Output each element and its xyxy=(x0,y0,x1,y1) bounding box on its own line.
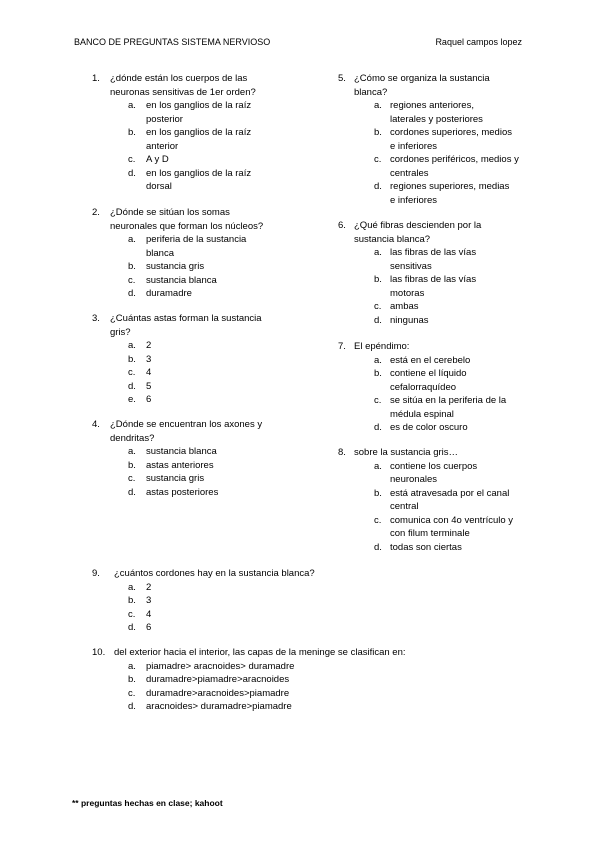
question-number: 10. xyxy=(92,647,106,658)
option-letter: b. xyxy=(128,127,136,138)
option-letter: d. xyxy=(128,486,136,498)
option-text: astas anteriores xyxy=(146,459,214,471)
option-letter: c. xyxy=(128,154,136,165)
option-letter: d. xyxy=(128,167,136,179)
question-number: 9. xyxy=(92,568,100,579)
option-letter: a. xyxy=(128,100,136,111)
option-letter: a. xyxy=(374,100,382,111)
footer-note: ** preguntas hechas en clase; kahoot xyxy=(72,798,223,808)
option-text: periferia de la sustancia blanca xyxy=(146,234,247,259)
option-letter: a. xyxy=(374,460,382,472)
option-text: comunica con 4o ventrículo y con filum terminale xyxy=(390,514,514,539)
option-letter: d. xyxy=(374,422,382,433)
question-number: 8. xyxy=(338,447,346,458)
option-text: 5 xyxy=(146,380,152,392)
option-letter: a. xyxy=(128,660,136,672)
question-text: ¿Dónde se encuentran los axones y dendritas? xyxy=(110,419,263,444)
option-letter: b. xyxy=(128,261,136,272)
option-letter: d. xyxy=(128,288,136,299)
option-letter: a. xyxy=(374,247,382,258)
option-letter: d. xyxy=(374,181,382,192)
option-letter: b. xyxy=(128,595,136,606)
option-text: las fibras de las vías sensitivas xyxy=(390,247,477,272)
option-text: cordones periféricos, medios y centrales xyxy=(390,154,519,179)
option-letter: c. xyxy=(128,608,136,620)
question-text: del exterior hacia el interior, las capas de la meninge se clasifican en: xyxy=(114,647,406,658)
option-text: contiene los cuerpos neuronales xyxy=(390,460,478,485)
option-text: se sitúa en la periferia de la médula espinal xyxy=(390,395,507,420)
option-letter: d. xyxy=(128,701,136,712)
option-letter: b. xyxy=(128,353,136,365)
option-letter: c. xyxy=(374,514,382,526)
option-letter: d. xyxy=(128,622,136,633)
option-text: ambas xyxy=(390,301,419,312)
option-text: en los ganglios de la raíz posterior xyxy=(146,100,252,125)
option-text: cordones superiores, medios e inferiores xyxy=(390,127,512,152)
question-number: 5. xyxy=(338,73,346,84)
option-letter: a. xyxy=(128,581,136,593)
option-text: 3 xyxy=(146,353,152,365)
option-text: astas posteriores xyxy=(146,486,219,498)
option-text: A y D xyxy=(146,154,169,165)
option-letter: d. xyxy=(128,380,136,392)
option-text: sustancia gris xyxy=(146,261,205,272)
option-text: 3 xyxy=(146,595,152,606)
option-letter: c. xyxy=(374,395,382,406)
option-text: aracnoides> duramadre>piamadre xyxy=(146,701,292,712)
option-letter: b. xyxy=(128,459,136,471)
option-text: es de color oscuro xyxy=(390,422,468,433)
question-number: 6. xyxy=(338,220,346,231)
option-letter: d. xyxy=(374,541,382,553)
option-letter: b. xyxy=(374,368,382,379)
option-text: contiene el líquido cefalorraquídeo xyxy=(390,368,467,393)
option-text: 6 xyxy=(146,622,152,633)
question-text: sobre la sustancia gris… xyxy=(354,447,459,458)
option-text: sustancia blanca xyxy=(146,274,217,286)
option-letter: c. xyxy=(374,301,382,312)
question-text: ¿Cómo se organiza la sustancia blanca? xyxy=(354,73,490,98)
option-letter: b. xyxy=(374,127,382,138)
option-letter: b. xyxy=(374,274,382,285)
option-text: 2 xyxy=(146,581,152,593)
question-text: ¿Qué fibras descienden por la sustancia blanca? xyxy=(354,220,482,245)
option-text: regiones anteriores, laterales y posteriores xyxy=(390,100,483,125)
document-author: Raquel campos lopez xyxy=(435,37,522,47)
option-text: está atravesada por el canal central xyxy=(390,487,510,512)
option-text: duramadre>aracnoides>piamadre xyxy=(146,687,290,699)
question-text: ¿Cuántas astas forman la sustancia gris? xyxy=(110,313,262,338)
option-letter: d. xyxy=(374,314,382,326)
option-letter: a. xyxy=(128,340,136,351)
question-text: ¿cuántos cordones hay en la sustancia blanca? xyxy=(114,568,315,579)
option-text: en los ganglios de la raíz dorsal xyxy=(146,167,252,192)
option-letter: b. xyxy=(128,674,136,685)
option-letter: e. xyxy=(128,394,136,405)
option-letter: a. xyxy=(374,354,382,366)
option-letter: c. xyxy=(128,367,136,378)
option-text: todas son ciertas xyxy=(390,541,462,553)
option-text: regiones superiores, medias e inferiores xyxy=(390,181,510,206)
question-number: 7. xyxy=(338,341,346,352)
option-letter: c. xyxy=(128,274,136,286)
option-text: piamadre> aracnoides> duramadre xyxy=(146,660,295,672)
option-letter: c. xyxy=(374,154,382,165)
option-letter: a. xyxy=(128,234,136,245)
question-number: 1. xyxy=(92,73,100,84)
option-letter: b. xyxy=(374,487,382,499)
option-text: 4 xyxy=(146,608,152,620)
question-text: ¿Dónde se sitúan los somas neuronales que forman los núcleos? xyxy=(110,207,264,232)
question-text: ¿dónde están los cuerpos de las neuronas sensitivas de 1er orden? xyxy=(110,73,256,98)
option-text: ningunas xyxy=(390,314,429,326)
question-number: 4. xyxy=(92,419,100,430)
question-number: 3. xyxy=(92,313,100,324)
question-text: El epéndimo: xyxy=(354,341,410,352)
option-text: las fibras de las vías motoras xyxy=(390,274,477,299)
option-text: 4 xyxy=(146,367,152,378)
option-text: en los ganglios de la raíz anterior xyxy=(146,127,252,152)
option-letter: c. xyxy=(128,473,136,484)
option-text: sustancia gris xyxy=(146,473,205,484)
option-text: 2 xyxy=(146,340,152,351)
option-letter: c. xyxy=(128,687,136,699)
option-text: 6 xyxy=(146,394,152,405)
option-text: sustancia blanca xyxy=(146,446,217,457)
option-text: duramadre xyxy=(146,288,192,299)
question-number: 2. xyxy=(92,207,100,218)
option-letter: a. xyxy=(128,446,136,457)
option-text: duramadre>piamadre>aracnoides xyxy=(146,674,290,685)
document-title: BANCO DE PREGUNTAS SISTEMA NERVIOSO xyxy=(74,37,271,47)
option-text: está en el cerebelo xyxy=(390,354,471,366)
